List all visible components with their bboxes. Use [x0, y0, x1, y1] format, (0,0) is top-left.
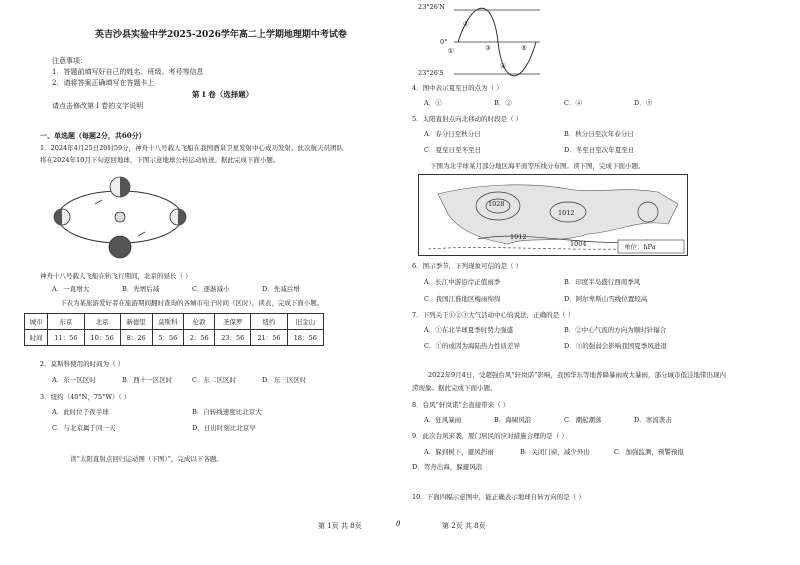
- map-label: 1004: [570, 240, 587, 248]
- option[interactable]: D．驾舟出海，躲避风浪: [412, 463, 483, 471]
- option[interactable]: A．长江中游沿岸正值雨季: [424, 278, 501, 286]
- figure-label: ④: [500, 62, 506, 70]
- section-title: 一、单选题（每题2分，共60分）: [40, 131, 146, 140]
- option[interactable]: C．潮起潮落: [564, 416, 602, 424]
- option[interactable]: D．寒流袭击: [634, 416, 672, 424]
- option[interactable]: A．狂风暴雨: [424, 416, 462, 424]
- time-cell: 18：56: [287, 330, 323, 346]
- city-cell: 北京: [84, 314, 120, 330]
- option[interactable]: A．①: [424, 99, 442, 107]
- option[interactable]: A．①在北半球夏季时势力强盛: [424, 326, 514, 334]
- figure-label: 23°26′S: [418, 69, 444, 77]
- option[interactable]: C．逐渐减小: [192, 285, 230, 293]
- city-cell: 莫斯科: [152, 314, 184, 330]
- figure-label: ①: [448, 47, 454, 55]
- option[interactable]: D．日出时刻比北京早: [192, 424, 256, 432]
- question-stem: 4．图中表示夏至日的点为（ ）: [412, 84, 503, 92]
- right-page: [400, 0, 800, 565]
- option[interactable]: C．④: [564, 99, 582, 107]
- option[interactable]: D．先减后增: [262, 285, 300, 293]
- figure-label: ③: [485, 44, 491, 52]
- option[interactable]: D．东三区区时: [262, 376, 307, 384]
- time-cell: 21：56: [251, 330, 287, 346]
- page-footer: 第 1页 共 8页: [318, 522, 362, 530]
- map-label: 1028: [488, 200, 505, 208]
- time-cell: 5：56: [152, 330, 184, 346]
- option[interactable]: B．海啸风浪: [494, 416, 532, 424]
- question-stem: 9．此次台风来袭，厦门居民的应对措施合理的是（ ）: [412, 432, 568, 440]
- option[interactable]: D．阿尔卑斯山雪线位置较高: [564, 295, 648, 303]
- option[interactable]: A．此时位于夜半球: [52, 408, 109, 416]
- option[interactable]: D．冬至日至次年夏至日: [564, 146, 635, 154]
- question-stem: 6．图示季节，下列现象可信的是（ ）: [412, 262, 523, 270]
- exam-title: 英吉沙县实验中学2025-2026学年高二上学期地理期中考试卷: [95, 30, 347, 40]
- figure-label: 23°26′N: [418, 3, 445, 11]
- question-stem: 2．莫斯科使用的时间为（ ）: [40, 360, 125, 368]
- part1-note: 请点击修改第 I 卷的文字说明: [52, 102, 144, 110]
- table-header-cell: 时间: [25, 330, 48, 346]
- question-stem: 7．下列关于①②③大气活动中心的说法，正确的是（ ）: [412, 311, 575, 319]
- part1-title: 第 I 卷（选择题）: [192, 90, 254, 99]
- intro-text: 将在2024年10月下旬返回地球，下图示意地球公转运动轨迹。据此完成下面小题。: [40, 156, 280, 164]
- option[interactable]: C．夏至日至冬至日: [424, 146, 481, 154]
- option[interactable]: D．③的强弱会影响我国夏季风进退: [564, 342, 667, 350]
- time-table: [24, 313, 324, 346]
- city-cell: 纽约: [251, 314, 287, 330]
- earth-orbit-figure: [50, 172, 190, 262]
- option[interactable]: A．东一区区时: [52, 376, 96, 384]
- center-mark: 0: [396, 520, 401, 528]
- notes-heading: 注意事项：: [52, 57, 87, 65]
- option[interactable]: C．东二区区时: [192, 376, 236, 384]
- city-cell: 新德里: [120, 314, 152, 330]
- intro-text: 涝现象。据此完成下面小题。: [412, 384, 497, 392]
- table-header-cell: 城市: [25, 314, 48, 330]
- option[interactable]: A．春分日至秋分日: [424, 130, 481, 138]
- question-stem: 神舟十八号载人飞船在轨飞行期间，北京的昼长（ ）: [40, 272, 192, 280]
- city-cell: 伦敦: [184, 314, 215, 330]
- question-stem: 8．台风“轩岚诺”会直接带来（ ）: [412, 401, 510, 409]
- option[interactable]: C．①的成因为海陆热力性质差异: [424, 342, 520, 350]
- city-cell: 圣保罗: [215, 314, 251, 330]
- intro-text: 下表为某旅游爱好者在旅游期间翻时查询的各城市电子时间（区时），读表，完成下面小题。: [60, 299, 324, 307]
- time-cell: 8：26: [120, 330, 152, 346]
- note-item: 2．请将答案正确填写在答题卡上: [52, 79, 155, 87]
- question-stem: 3．纽约（40°N，75°W）（ ）: [40, 393, 131, 401]
- map-label: 1012: [558, 209, 575, 217]
- option[interactable]: B．印度半岛盛行西南季风: [564, 278, 641, 286]
- time-cell: 11：56: [48, 330, 84, 346]
- intro-text: 1．2024年4月25日20时59分，神舟十八号载人飞船在我国酒泉卫星发射中心成功发射。此次航天员团队: [40, 144, 344, 152]
- option[interactable]: D．⑤: [634, 99, 653, 107]
- option[interactable]: B．②中心气流的方向为顺时针辐合: [564, 326, 667, 334]
- time-cell: 2：56: [184, 330, 215, 346]
- option[interactable]: B．关闭门窗，减少外出: [520, 448, 590, 456]
- map-unit: 单位：hPa: [624, 243, 656, 251]
- option[interactable]: B．先增后减: [122, 285, 160, 293]
- map-label: 1012: [510, 233, 527, 241]
- figure-label: ②: [463, 20, 469, 28]
- table-row: [25, 314, 324, 330]
- option[interactable]: A．一直增大: [52, 285, 90, 293]
- option[interactable]: B．秋分日至次年春分日: [564, 130, 634, 138]
- time-cell: 23：56: [215, 330, 251, 346]
- figure-label: 0°: [440, 38, 448, 46]
- note-item: 1．答题前填写好自己的姓名、班级、考号等信息: [52, 68, 204, 76]
- intro-text: 2022年9月4日，受超强台风“轩岚诺”影响，我国华东等地普降暴雨或大暴雨，部分城市低洼地带出现内: [428, 371, 726, 379]
- time-cell: 10：56: [84, 330, 120, 346]
- city-cell: 旧金山: [287, 314, 323, 330]
- question-stem: 10．下面四幅示意图中，能正确表示地球自转方向的是（ ）: [412, 493, 585, 501]
- option[interactable]: C．我国江淮地区梅雨绵绵: [424, 295, 501, 303]
- city-cell: 东京: [48, 314, 84, 330]
- option[interactable]: B．西十一区区时: [122, 376, 173, 384]
- table-row: [25, 330, 324, 346]
- page-footer: 第 2页 共 8页: [442, 522, 486, 530]
- option[interactable]: B．自转线速度比北京大: [192, 408, 262, 416]
- intro-text: 下图为北半球某月部分地区海平面等压线分布图。读下图，完成下面小题。: [430, 162, 645, 170]
- figure-label: ⑤: [521, 44, 527, 52]
- option[interactable]: C．与北京属于同一天: [52, 424, 116, 432]
- option[interactable]: B．②: [494, 99, 512, 107]
- question-stem: 5．太阳直射点向北移动的时段是（ ）: [412, 115, 523, 123]
- intro-text: 读“太阳直射点回归运动图（下图）”，完成以下各题。: [70, 455, 223, 463]
- option[interactable]: A．躲到树下，避风挡雨: [424, 448, 494, 456]
- option[interactable]: C．加强监测，预警预报: [614, 448, 684, 456]
